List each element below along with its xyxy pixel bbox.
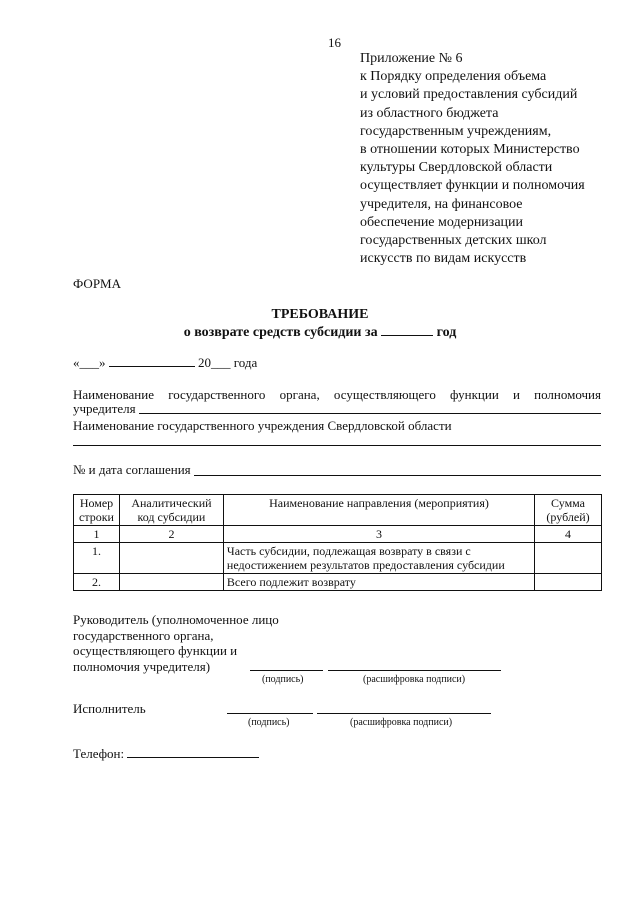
form-label: ФОРМА xyxy=(73,276,121,291)
appendix-header xyxy=(360,50,630,268)
agreement-row xyxy=(73,462,601,478)
col-number: 3 xyxy=(223,526,534,543)
date-suffix: года xyxy=(233,355,258,370)
head-line: государственного органа, xyxy=(73,627,214,643)
date-line xyxy=(73,355,257,371)
executor-signature-field[interactable] xyxy=(227,713,313,714)
institution-label: Наименование государственного учреждения Свердловской области xyxy=(73,418,452,433)
refund-table xyxy=(73,494,602,591)
head-line: осуществляющего функции и xyxy=(73,643,238,658)
month-field[interactable] xyxy=(109,366,195,367)
head-line: полномочия учредителя) xyxy=(73,658,211,674)
day-field[interactable]: «___» xyxy=(73,355,106,370)
title-line-2 xyxy=(0,324,640,342)
year-prefix[interactable]: 20___ xyxy=(198,355,231,370)
appendix-line: осуществляет функции и полномочия xyxy=(360,178,585,194)
row-number: 2. xyxy=(74,574,120,591)
appendix-line: учредителя, на финансовое xyxy=(360,196,523,212)
head-signature-caption: (подпись) xyxy=(262,674,304,685)
col-header: Аналитический код субсидии xyxy=(119,495,223,526)
appendix-line: в отношении которых Министерство xyxy=(360,142,580,158)
title-line-1: ТРЕБОВАНИЕ xyxy=(271,307,369,322)
executor-decode-field[interactable] xyxy=(317,713,491,714)
appendix-line: и условий предоставления субсидий xyxy=(360,87,578,103)
row-code[interactable] xyxy=(119,543,223,574)
appendix-line: к Порядку определения объема xyxy=(360,69,547,85)
agreement-input[interactable] xyxy=(194,462,601,476)
document-title xyxy=(0,306,640,342)
head-signature-field[interactable] xyxy=(250,670,323,671)
col-header: Номер строки xyxy=(74,495,120,526)
row-name: Часть субсидии, подлежащая возврату в связи с недостижением результатов предоставления субсидии xyxy=(223,543,534,574)
head-decode-caption: (расшифровка подписи) xyxy=(363,674,466,685)
col-header: Наименование направления (мероприятия) xyxy=(223,495,534,526)
table-row xyxy=(74,543,602,574)
executor-signature-caption: (подпись) xyxy=(248,717,290,728)
year-field[interactable] xyxy=(381,335,433,336)
col-number: 1 xyxy=(74,526,120,543)
table-number-row xyxy=(74,526,602,543)
authority-label-cont: учредителя xyxy=(73,401,136,416)
phone-input[interactable] xyxy=(127,757,259,758)
executor-label: Исполнитель xyxy=(73,701,146,716)
page-number: 16 xyxy=(328,35,341,50)
title-prefix: о возврате средств субсидии за xyxy=(183,325,378,340)
head-label xyxy=(73,612,279,674)
phone-label: Телефон: xyxy=(73,746,125,761)
col-header: Сумма (рублей) xyxy=(535,495,602,526)
row-name: Всего подлежит возврату xyxy=(223,574,534,591)
row-number: 1. xyxy=(74,543,120,574)
table-row xyxy=(74,574,602,591)
authority-field-row xyxy=(73,401,601,417)
row-sum[interactable] xyxy=(535,574,602,591)
appendix-line: обеспечение модернизации xyxy=(360,214,524,230)
head-decode-field[interactable] xyxy=(328,670,501,671)
appendix-line: государственным учреждениям, xyxy=(360,123,552,139)
col-number: 2 xyxy=(119,526,223,543)
appendix-line: государственных детских школ xyxy=(360,233,547,249)
col-number: 4 xyxy=(535,526,602,543)
authority-input[interactable] xyxy=(139,401,601,414)
row-sum[interactable] xyxy=(535,543,602,574)
appendix-line: искусств по видам искусств xyxy=(360,251,527,267)
head-line: Руководитель (уполномоченное лицо xyxy=(73,612,279,627)
agreement-label: № и дата соглашения xyxy=(73,462,191,477)
appendix-line: культуры Свердловской области xyxy=(360,160,553,176)
authority-label: Наименование государственного органа, осуществляющего функции и полномочия xyxy=(73,387,601,402)
title-suffix: год xyxy=(436,325,457,340)
table-header-row xyxy=(74,495,602,526)
executor-decode-caption: (расшифровка подписи) xyxy=(350,717,453,728)
phone-row xyxy=(73,746,259,762)
appendix-line: Приложение № 6 xyxy=(360,51,463,66)
appendix-line: из областного бюджета xyxy=(360,105,499,121)
row-code[interactable] xyxy=(119,574,223,591)
institution-input[interactable] xyxy=(73,445,601,446)
